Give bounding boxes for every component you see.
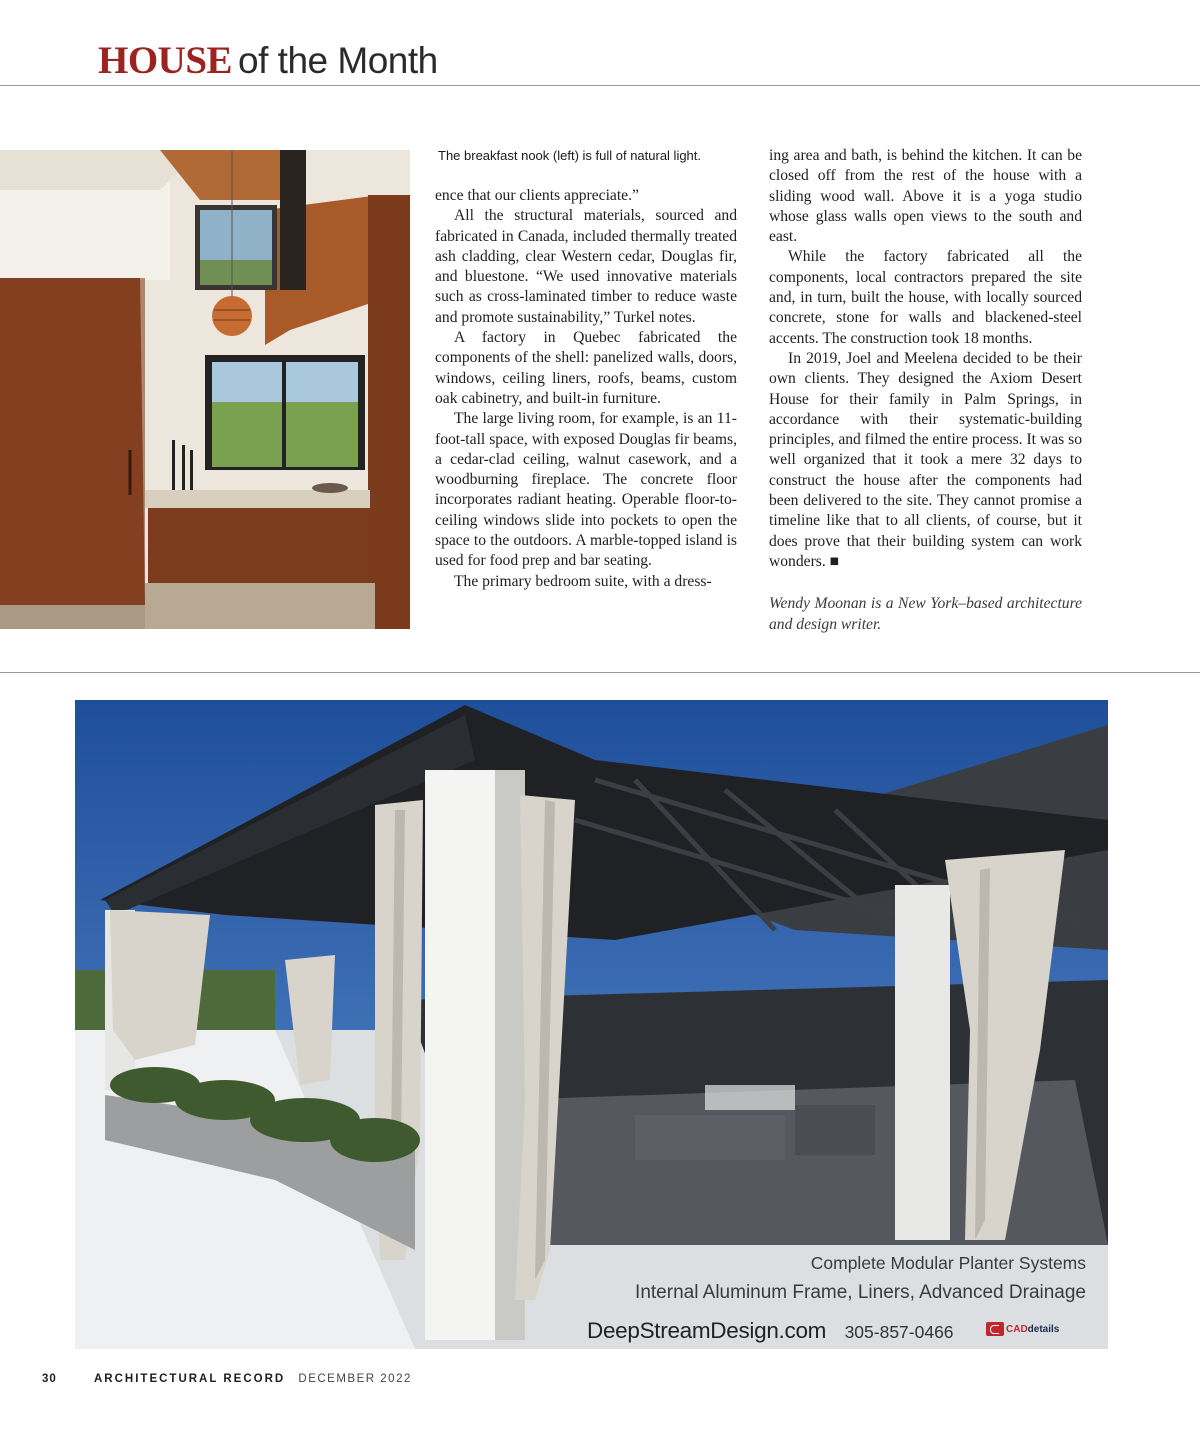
page-footer — [42, 1373, 412, 1385]
ad-website-link[interactable]: DeepStreamDesign.com — [587, 1318, 827, 1343]
paragraph: ence that our clients appreciate.” — [435, 187, 639, 204]
publication-name: ARCHITECTURAL RECORD — [94, 1373, 286, 1385]
section-title-house: HOUSE — [98, 39, 233, 82]
ad-phone-number[interactable]: 305-857-0466 — [844, 1322, 954, 1342]
section-title-of-the-month: of the Month — [238, 40, 438, 81]
paragraph: All the structural materials, sourced and fabricated in Canada, included thermally treated ash cladding, clear Western cedar, Douglas fir, and bluestone. “We used innovative materials such as cross-laminated timber to reduce waste and promote sustainability,” Turkel notes. — [435, 207, 737, 326]
paragraph: The primary bedroom suite, with a dress- — [454, 572, 712, 590]
photo-caption: The breakfast nook (left) is full of natural light. — [438, 148, 702, 163]
ad-tagline-2: Internal Aluminum Frame, Liners, Advanced Drainage — [635, 1282, 1086, 1303]
header-rule — [0, 85, 1200, 86]
caddetails-mark-icon — [986, 1322, 1004, 1336]
paragraph: ing area and bath, is behind the kitchen. It can be closed off from the rest of the house with a sliding wood wall. Above it is a yoga studio whose glass walls open views to the south and east. — [769, 147, 1082, 246]
article-column-2 — [769, 146, 1082, 635]
ad-contact-row — [587, 1318, 1059, 1344]
paragraph: In 2019, Joel and Meelena decided to be their own clients. They designed the Axiom Desert House for their family in Palm Springs, in accordance with their systematic-building principles, and filmed the entire process. It was so well organized that it took a mere 32 days to construct the house after the components had been delivered to the site. They cannot promise a timeline like that to all clients, of course, but it does prove that their building system can work wonders. ■ — [769, 349, 1082, 570]
paragraph: A factory in Quebec fabricated the components of the shell: panelized walls, doors, windows, ceiling liners, roofs, beams, custom oak cabinetry, and built-in furniture. — [435, 329, 737, 407]
article-column-1 — [435, 186, 737, 592]
paragraph: The large living room, for example, is an 11-foot-tall space, with exposed Douglas fir beams, a cedar-clad ceiling, walnut casework, and a woodburning fireplace. The concrete floor incorporates radiant heating. Operable floor-to-ceiling windows slide into pockets to open the space to the outdoors. A marble-topped island is used for food prep and bar seating. — [435, 410, 737, 570]
section-header — [98, 38, 438, 83]
deepstream-advertisement[interactable] — [75, 700, 1108, 1349]
ad-tagline-1: Complete Modular Planter Systems — [810, 1253, 1086, 1273]
caddetails-logo: CADdetails — [986, 1322, 1059, 1336]
paragraph: While the factory fabricated all the components, local contractors prepared the site and, in turn, built the house, with locally sourced concrete, stone for walls and blackened-steel accents. The construction took 18 months. — [769, 248, 1082, 347]
pergola-photo — [75, 700, 1108, 1349]
page-number: 30 — [42, 1373, 57, 1385]
author-byline: Wendy Moonan is a New York–based architecture and design writer. — [769, 595, 1082, 633]
breakfast-nook-photo — [0, 150, 410, 629]
ad-divider-rule — [0, 672, 1200, 673]
issue-date: DECEMBER 2022 — [298, 1373, 412, 1385]
